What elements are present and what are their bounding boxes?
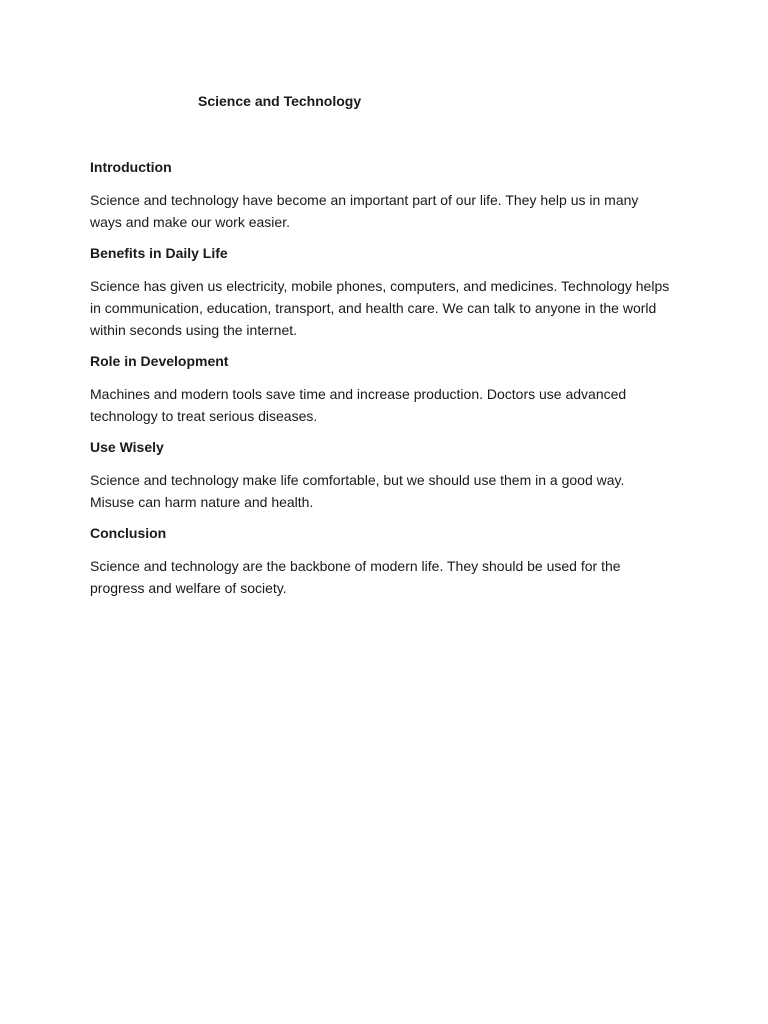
document-title: Science and Technology (198, 93, 362, 109)
section-heading: Benefits in Daily Life (90, 245, 228, 261)
section-introduction (90, 157, 670, 233)
section-heading: Role in Development (90, 353, 229, 369)
section-heading: Use Wisely (90, 439, 164, 455)
section-paragraph: Machines and modern tools save time and increase production. Doctors use advanced technology to treat serious diseases. (90, 386, 627, 424)
section-paragraph: Science has given us electricity, mobile phones, computers, and medicines. Technology helps in communication, education, transport, and health care. We can talk to anyone in the world within seconds using the internet. (90, 278, 670, 338)
section-paragraph: Science and technology are the backbone of modern life. They should be used for the progress and welfare of society. (90, 558, 621, 596)
section-heading: Conclusion (90, 525, 167, 541)
document-body (90, 157, 670, 609)
section-paragraph: Science and technology have become an important part of our life. They help us in many ways and make our work easier. (90, 192, 639, 230)
section-use-wisely (90, 437, 670, 513)
section-benefits-in-daily-life (90, 243, 670, 341)
section-paragraph: Science and technology make life comfortable, but we should use them in a good way. Misuse can harm nature and health. (90, 472, 625, 510)
section-role-in-development (90, 351, 670, 427)
section-conclusion (90, 523, 670, 599)
section-heading: Introduction (90, 159, 172, 175)
